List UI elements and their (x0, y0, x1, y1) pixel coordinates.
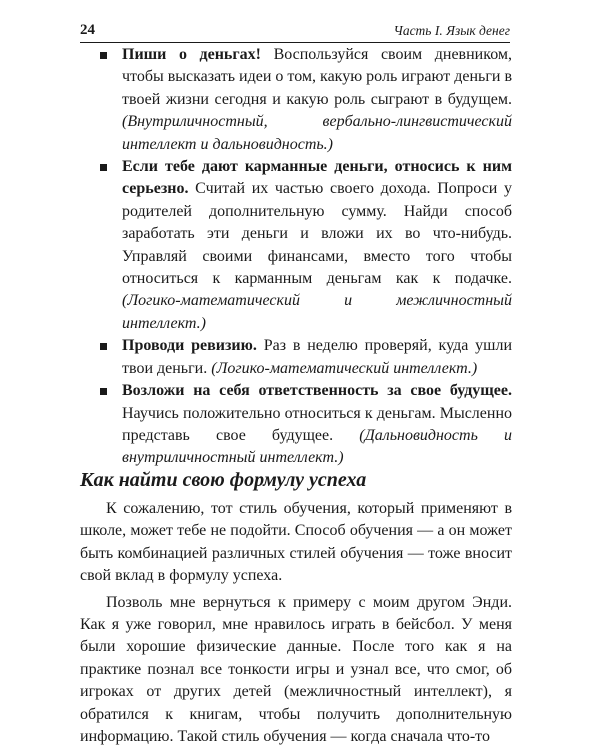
list-item (80, 380, 512, 470)
tip-text: Воспользуйся своим дневником, чтобы высказать идеи о том, какую роль играют деньги в твоей жизни сегодня и какую роль сыграют в будущем. (122, 46, 513, 108)
page-header (80, 20, 510, 43)
tip-note: (Логико-математический интеллект.) (211, 359, 478, 377)
square-bullet-icon (100, 343, 107, 350)
list-item (80, 44, 512, 156)
paragraph: К сожалению, тот стиль обучения, который применяют в школе, может тебе не подойти. Способ обучения — а он может быть комбинацией различных стилей обучения — тоже вносит свой вклад в формулу успеха. (80, 500, 512, 585)
tip-heading: Если тебе дают карманные деньги, относись к ним серьезно. (122, 158, 512, 198)
tip-heading: Пиши о деньгах! (122, 46, 261, 63)
tip-note: (Дальновидность и внутриличностный интеллект.) (122, 426, 512, 467)
list-item (80, 156, 512, 335)
tip-text: Раз в неделю проверяй, куда ушли твои деньги. (122, 337, 513, 377)
tip-heading: Возложи на себя ответственность за свое будущее. (122, 382, 512, 400)
paragraph: Позволь мне вернуться к примеру с моим другом Энди. Как я уже говорил, мне нравилось играть в бейсбол. У меня были хорошие физические данные. После того как я на практике познал все тонкости игры и узнал все, что смог, об игроках от других детей (межличностный интеллект), я обратился к книгам, чтобы получить дополнительную информацию. Такой стиль обучения — когда сначала что-то (80, 593, 512, 746)
square-bullet-icon (100, 164, 107, 171)
running-head: Часть I. Язык денег (393, 23, 510, 38)
list-item (80, 335, 512, 380)
page-number: 24 (80, 22, 95, 38)
square-bullet-icon (100, 388, 107, 395)
section-title: Как найти свою формулу успеха (80, 469, 367, 491)
tips-list (80, 44, 512, 470)
section-body (80, 498, 512, 748)
tip-text: Научись положительно относиться к деньгам. Мысленно представь свое будущее. (122, 404, 512, 444)
tip-text: Считай их частью своего дохода. Попроси у родителей дополнительную сумму. Найди способ заработать эти деньги и вложи их во что-нибудь. Управляй своими финансами, вместо того чтобы относиться к карманным деньгам как к подачке. (122, 180, 512, 288)
square-bullet-icon (100, 52, 107, 59)
tip-note: (Внутриличностный, вербально-лингвистический интеллект и дальновидность.) (122, 113, 512, 153)
tip-heading: Проводи ревизию. (122, 337, 257, 355)
tip-note: (Логико-математический и межличностный интеллект.) (122, 292, 512, 332)
